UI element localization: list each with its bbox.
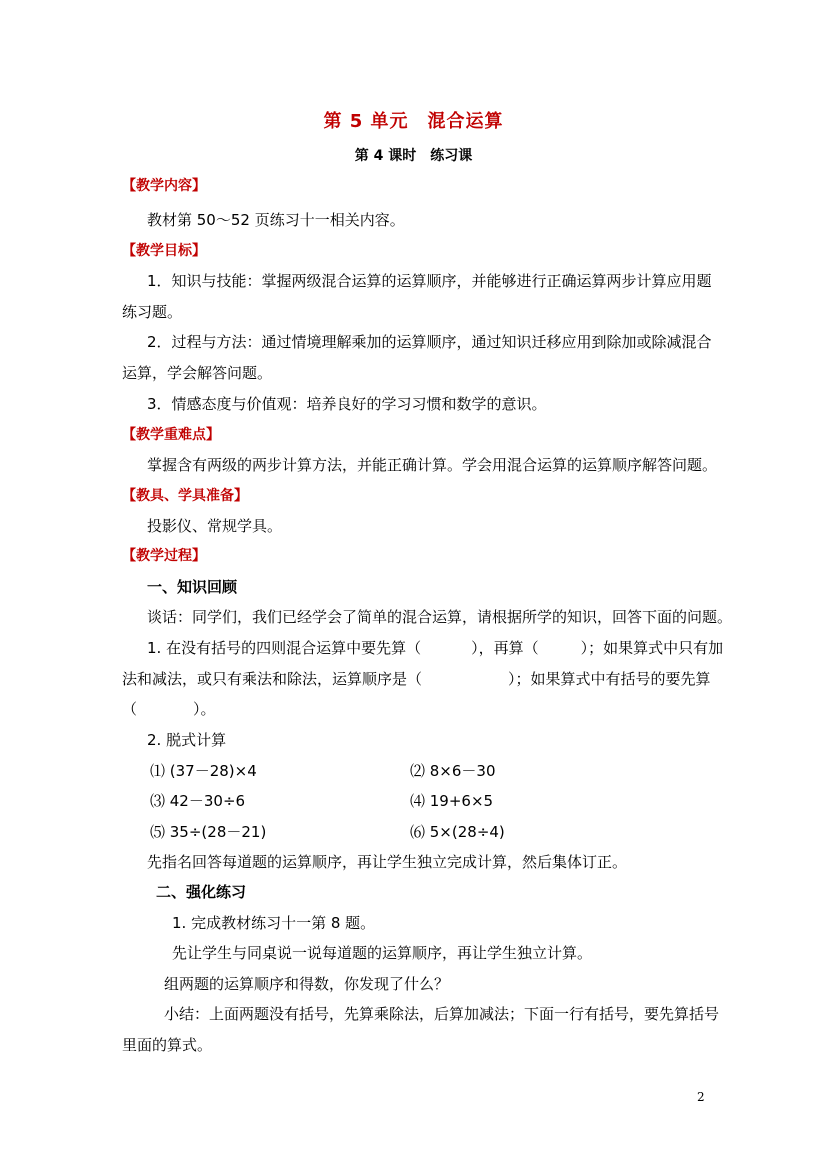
- review-heading: 一、知识回顾: [147, 578, 238, 596]
- q1-part-e: ）；如果算式中有括号的要先算: [508, 670, 711, 688]
- heading-teaching-goals: 【教学目标】: [122, 243, 206, 259]
- goal-3: 3．情感态度与价值观：培养良好的学习习惯和数学的意识。: [147, 395, 547, 413]
- goal-2-line-2: 运算，学会解答问题。: [122, 364, 273, 382]
- review-after-text: 先指名回答每道题的运算顺序，再让学生独立完成计算，然后集体订正。: [147, 853, 628, 871]
- calc-item-1: ⑴ (37－28)×4: [150, 762, 257, 780]
- q1-part-g: ）。: [193, 700, 216, 718]
- calc-item-5: ⑸ 35÷(28－21): [150, 823, 267, 841]
- calc-item-3: ⑶ 42－30÷6: [150, 792, 246, 810]
- goal-2-line-1: 2．过程与方法：通过情境理解乘加的运算顺序，通过知识迁移应用到除加或除减混合: [147, 333, 712, 351]
- heading-tools: 【教具、学具准备】: [122, 488, 248, 504]
- goal-1-line-1: 1．知识与技能：掌握两级混合运算的运算顺序，并能够进行正确运算两步计算应用题: [147, 272, 712, 290]
- lesson-subtitle: 第 4 课时 练习课: [354, 148, 473, 164]
- practice-question: 组两题的运算顺序和得数，你发现了什么？: [164, 975, 450, 993]
- question-1-line-1: [147, 638, 723, 658]
- calc-item-6: ⑹ 5×(28÷4): [410, 823, 505, 841]
- q1-part-b: ），再算（: [471, 639, 539, 657]
- page-number: 2: [697, 1090, 705, 1104]
- summary-line-2: 里面的算式。: [122, 1036, 213, 1054]
- unit-title: 第 5 单元 混合运算: [323, 111, 504, 132]
- teaching-content-text: 教材第 50～52 页练习十一相关内容。: [147, 211, 405, 229]
- q1-part-c: ）；如果算式中只有加: [580, 639, 724, 657]
- key-points-text: 掌握含有两级的两步计算方法，并能正确计算。学会用混合运算的运算顺序解答问题。: [147, 456, 718, 474]
- q1-part-a: 1. 在没有括号的四则混合运算中要先算（: [147, 639, 422, 657]
- question-1-line-3: [122, 699, 216, 719]
- question-2-label: 2. 脱式计算: [147, 731, 227, 749]
- summary-line-1: 小结：上面两题没有括号，先算乘除法，后算加减法；下面一行有括号，要先算括号: [164, 1005, 720, 1023]
- tools-text: 投影仪、常规学具。: [147, 517, 283, 535]
- calc-item-4: ⑷ 19+6×5: [410, 792, 494, 810]
- practice-item-1-desc: 先让学生与同桌说一说每道题的运算顺序，再让学生独立计算。: [172, 944, 593, 962]
- heading-process: 【教学过程】: [122, 548, 206, 564]
- heading-key-points: 【教学重难点】: [122, 427, 220, 443]
- q1-part-f: （: [122, 700, 138, 718]
- heading-teaching-content: 【教学内容】: [122, 178, 206, 194]
- practice-item-1: 1. 完成教材练习十一第 8 题。: [172, 914, 376, 932]
- calc-item-2: ⑵ 8×6－30: [410, 762, 496, 780]
- goal-1-line-2: 练习题。: [122, 303, 183, 321]
- practice-heading: 二、强化练习: [156, 883, 247, 901]
- review-talk: 谈话：同学们，我们已经学会了简单的混合运算，请根据所学的知识，回答下面的问题。: [147, 608, 733, 626]
- q1-part-d: 法和减法，或只有乘法和除法，运算顺序是（: [122, 670, 423, 688]
- question-1-line-2: [122, 669, 711, 689]
